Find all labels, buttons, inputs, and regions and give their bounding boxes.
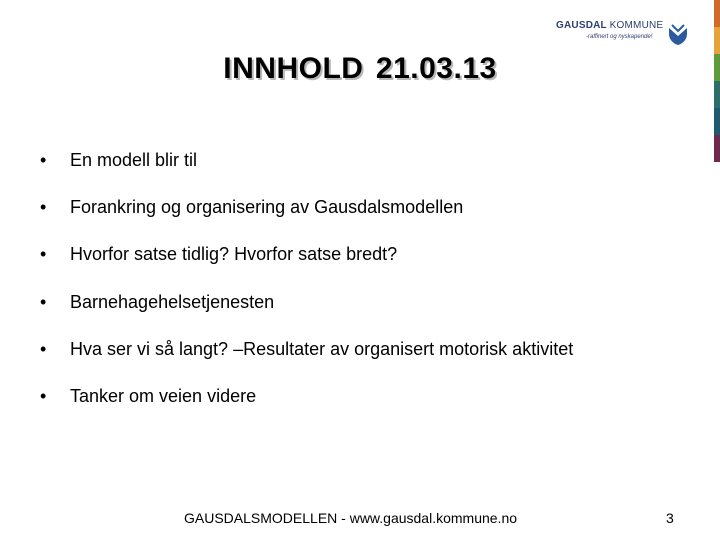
bullet-marker: • bbox=[40, 291, 47, 312]
page-title bbox=[0, 52, 720, 86]
bullet-marker: • bbox=[40, 338, 47, 359]
logo-name bbox=[556, 20, 663, 31]
logo-name-bold: GAUSDAL bbox=[556, 20, 607, 31]
side-strip-segment bbox=[714, 135, 720, 162]
list-item bbox=[40, 384, 710, 431]
list-item bbox=[40, 242, 710, 289]
logo-tagline: -raffinert og nyskapende! bbox=[586, 34, 653, 40]
side-strip-segment bbox=[714, 0, 720, 27]
list-item bbox=[40, 290, 710, 337]
list-item-text: Tanker om veien videre bbox=[70, 385, 257, 406]
page-number: 3 bbox=[666, 510, 674, 526]
bullet-marker: • bbox=[40, 197, 47, 218]
list-item-text: Hva ser vi så langt? –Resultater av organisert motorisk aktivitet bbox=[70, 338, 574, 359]
list-item bbox=[40, 148, 710, 195]
list-item-text: Hvorfor satse tidlig? Hvorfor satse bredt? bbox=[70, 244, 398, 265]
bullet-list bbox=[40, 148, 710, 431]
logo-name-light: KOMMUNE bbox=[609, 20, 664, 31]
bullet-marker: • bbox=[40, 244, 47, 265]
title-word: INNHOLD bbox=[223, 52, 364, 85]
footer-text: GAUSDALSMODELLEN - www.gausdal.kommune.no bbox=[184, 510, 518, 526]
side-strip-segment bbox=[714, 27, 720, 54]
side-strip-segment bbox=[714, 108, 720, 135]
list-item-text: Barnehagehelsetjenesten bbox=[70, 291, 275, 312]
bullet-marker: • bbox=[40, 150, 47, 170]
bullet-marker: • bbox=[40, 385, 47, 406]
list-item bbox=[40, 195, 710, 242]
shield-icon bbox=[668, 22, 688, 46]
title-date: 21.03.13 bbox=[375, 52, 497, 85]
list-item-text: Forankring og organisering av Gausdalsmodellen bbox=[70, 197, 464, 218]
list-item-text: En modell blir til bbox=[70, 150, 198, 170]
list-item bbox=[40, 337, 710, 384]
gausdal-kommune-logo bbox=[556, 20, 688, 48]
